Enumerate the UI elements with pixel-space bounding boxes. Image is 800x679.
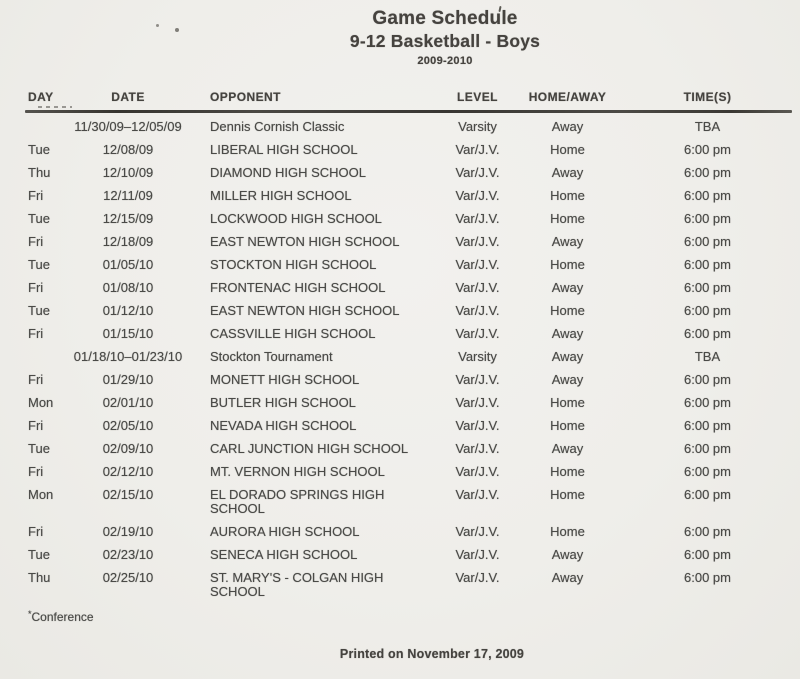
opponent-name: FRONTENAC HIGH SCHOOL — [210, 279, 386, 295]
level-cell: Var/J.V. — [455, 546, 500, 562]
date-cell: 12/10/09 — [102, 164, 154, 180]
opponent-name: AURORA HIGH SCHOOL — [210, 523, 360, 539]
time-cell: 6:00 pm — [684, 371, 731, 387]
day-cell: Mon — [28, 486, 54, 502]
level-cell: Var/J.V. — [455, 164, 500, 180]
printed-date: Printed on November 17, 2009 — [339, 647, 525, 661]
date-cell: 02/01/10 — [102, 394, 154, 410]
opponent-cell — [188, 525, 440, 539]
day-cell: Tue — [28, 302, 50, 318]
table-row — [28, 230, 795, 253]
column-header-home-away: HOME/AWAY — [528, 90, 607, 104]
day-cell: Fri — [28, 325, 44, 341]
time-cell: 6:00 pm — [684, 279, 731, 295]
season-label: 2009-2010 — [417, 55, 473, 67]
table-header-row — [28, 90, 795, 104]
opponent-cell — [188, 189, 440, 203]
home-away-cell: Away — [551, 546, 584, 562]
day-cell: Fri — [28, 417, 44, 433]
level-cell: Var/J.V. — [455, 440, 500, 456]
opponent-name: DIAMOND HIGH SCHOOL — [210, 164, 367, 180]
opponent-cell — [188, 258, 440, 272]
opponent-name: CASSVILLE HIGH SCHOOL — [210, 325, 376, 341]
opponent-cell — [188, 327, 440, 341]
home-away-cell: Home — [550, 210, 585, 226]
opponent-cell — [188, 373, 440, 387]
level-cell: Var/J.V. — [455, 523, 500, 539]
opponent-name: LOCKWOOD HIGH SCHOOL — [210, 210, 382, 226]
table-row — [28, 115, 795, 138]
day-cell: Fri — [28, 371, 44, 387]
time-cell: 6:00 pm — [684, 523, 731, 539]
opponent-cell — [188, 166, 440, 180]
home-away-cell: Home — [550, 394, 585, 410]
footnote-marker: * — [28, 609, 32, 619]
date-cell: 12/15/09 — [102, 210, 154, 226]
day-cell: Mon — [28, 394, 54, 410]
home-away-cell: Away — [551, 279, 584, 295]
footnote — [28, 607, 94, 624]
home-away-cell: Home — [550, 302, 585, 318]
opponent-name: STOCKTON HIGH SCHOOL — [210, 256, 377, 272]
home-away-cell: Home — [550, 256, 585, 272]
level-cell: Var/J.V. — [455, 256, 500, 272]
level-cell: Var/J.V. — [455, 210, 500, 226]
level-cell: Var/J.V. — [455, 325, 500, 341]
time-cell: 6:00 pm — [684, 546, 731, 562]
opponent-cell — [188, 465, 440, 479]
schedule-rows — [0, 115, 800, 603]
time-cell: 6:00 pm — [684, 256, 731, 272]
page-header — [95, 8, 795, 68]
opponent-name: ST. MARY'S - COLGAN HIGH SCHOOL — [210, 569, 384, 599]
opponent-name: EAST NEWTON HIGH SCHOOL — [210, 302, 400, 318]
level-cell: Var/J.V. — [455, 233, 500, 249]
date-cell: 01/15/10 — [102, 325, 154, 341]
time-cell: 6:00 pm — [684, 569, 731, 585]
table-row — [28, 520, 795, 543]
table-row — [28, 566, 795, 603]
opponent-cell — [188, 548, 440, 562]
opponent-name: EAST NEWTON HIGH SCHOOL — [210, 233, 400, 249]
day-cell: Fri — [28, 463, 44, 479]
day-cell: Tue — [28, 141, 50, 157]
day-cell: Tue — [28, 210, 50, 226]
time-cell: 6:00 pm — [684, 210, 731, 226]
opponent-name: MONETT HIGH SCHOOL — [210, 371, 360, 387]
day-cell: Fri — [28, 187, 44, 203]
home-away-cell: Home — [550, 141, 585, 157]
home-away-cell: Away — [551, 233, 584, 249]
page-subtitle: 9-12 Basketball - Boys — [349, 31, 541, 51]
opponent-cell — [188, 350, 440, 364]
header-rule — [25, 110, 792, 113]
level-cell: Var/J.V. — [455, 187, 500, 203]
date-cell: 02/05/10 — [102, 417, 154, 433]
opponent-cell — [188, 571, 440, 599]
time-cell: 6:00 pm — [684, 302, 731, 318]
opponent-name: NEVADA HIGH SCHOOL — [210, 417, 357, 433]
table-row — [28, 391, 795, 414]
page-title: Game Schedule — [372, 8, 518, 29]
time-cell: 6:00 pm — [684, 463, 731, 479]
date-cell: 02/15/10 — [102, 486, 154, 502]
table-row — [28, 414, 795, 437]
level-cell: Var/J.V. — [455, 279, 500, 295]
time-cell: 6:00 pm — [684, 233, 731, 249]
home-away-cell: Home — [550, 523, 585, 539]
home-away-cell: Home — [550, 463, 585, 479]
table-row — [28, 161, 795, 184]
level-cell: Var/J.V. — [455, 486, 500, 502]
date-cell: 02/12/10 — [102, 463, 154, 479]
opponent-name: Stockton Tournament — [210, 348, 333, 364]
level-cell: Var/J.V. — [455, 417, 500, 433]
day-cell: Tue — [28, 546, 50, 562]
footnote-text: Conference — [31, 610, 94, 624]
level-cell: Var/J.V. — [455, 463, 500, 479]
opponent-name: CARL JUNCTION HIGH SCHOOL — [210, 440, 409, 456]
column-header-level: LEVEL — [457, 90, 498, 104]
day-cell: Thu — [28, 569, 51, 585]
date-cell: 02/23/10 — [102, 546, 154, 562]
level-cell: Var/J.V. — [455, 302, 500, 318]
opponent-cell — [188, 281, 440, 295]
opponent-name: EL DORADO SPRINGS HIGH SCHOOL — [210, 486, 385, 516]
level-cell: Var/J.V. — [455, 569, 500, 585]
time-cell: 6:00 pm — [684, 187, 731, 203]
home-away-cell: Away — [551, 164, 584, 180]
column-header-day: DAY — [28, 90, 54, 104]
opponent-cell — [188, 488, 440, 516]
level-cell: Varsity — [458, 348, 497, 364]
level-cell: Varsity — [458, 118, 497, 134]
opponent-name: Dennis Cornish Classic — [210, 118, 345, 134]
table-row — [28, 437, 795, 460]
column-header-time: TIME(S) — [683, 90, 732, 104]
table-row — [28, 345, 795, 368]
date-cell: 01/05/10 — [102, 256, 154, 272]
date-cell: 02/19/10 — [102, 523, 154, 539]
table-row — [28, 460, 795, 483]
home-away-cell: Away — [551, 371, 584, 387]
time-cell: 6:00 pm — [684, 325, 731, 341]
date-cell: 01/29/10 — [102, 371, 154, 387]
opponent-name: MT. VERNON HIGH SCHOOL — [210, 463, 385, 479]
home-away-cell: Away — [551, 569, 584, 585]
home-away-cell: Away — [551, 325, 584, 341]
table-row — [28, 138, 795, 161]
table-row — [28, 368, 795, 391]
date-cell: 02/25/10 — [102, 569, 154, 585]
opponent-cell — [188, 120, 440, 134]
table-row — [28, 543, 795, 566]
table-row — [28, 184, 795, 207]
opponent-name: BUTLER HIGH SCHOOL — [210, 394, 356, 410]
day-cell: Fri — [28, 523, 44, 539]
home-away-cell: Home — [550, 417, 585, 433]
opponent-cell — [188, 304, 440, 318]
day-cell: Fri — [28, 279, 44, 295]
time-cell: 6:00 pm — [684, 486, 731, 502]
day-cell: Fri — [28, 233, 44, 249]
day-cell: Tue — [28, 256, 50, 272]
table-row — [28, 276, 795, 299]
date-cell: 01/18/10–01/23/10 — [73, 348, 183, 364]
time-cell: TBA — [694, 348, 721, 364]
table-row — [28, 299, 795, 322]
level-cell: Var/J.V. — [455, 371, 500, 387]
time-cell: TBA — [694, 118, 721, 134]
home-away-cell: Away — [551, 440, 584, 456]
time-cell: 6:00 pm — [684, 440, 731, 456]
day-cell: Thu — [28, 164, 51, 180]
opponent-name: SENECA HIGH SCHOOL — [210, 546, 358, 562]
opponent-cell — [188, 396, 440, 410]
level-cell: Var/J.V. — [455, 141, 500, 157]
home-away-cell: Home — [550, 486, 585, 502]
time-cell: 6:00 pm — [684, 164, 731, 180]
home-away-cell: Away — [551, 118, 584, 134]
date-cell: 12/18/09 — [102, 233, 154, 249]
time-cell: 6:00 pm — [684, 141, 731, 157]
home-away-cell: Away — [551, 348, 584, 364]
date-cell: 02/09/10 — [102, 440, 154, 456]
table-row — [28, 207, 795, 230]
table-row — [28, 253, 795, 276]
level-cell: Var/J.V. — [455, 394, 500, 410]
date-cell: 11/30/09–12/05/09 — [74, 118, 182, 134]
time-cell: 6:00 pm — [684, 394, 731, 410]
date-cell: 01/12/10 — [102, 302, 154, 318]
date-cell: 12/08/09 — [102, 141, 154, 157]
table-row — [28, 322, 795, 345]
time-cell: 6:00 pm — [684, 417, 731, 433]
opponent-name: MILLER HIGH SCHOOL — [210, 187, 352, 203]
date-cell: 01/08/10 — [102, 279, 154, 295]
opponent-cell — [188, 442, 440, 456]
column-header-opponent: OPPONENT — [210, 90, 281, 104]
date-cell: 12/11/09 — [103, 187, 153, 203]
opponent-cell — [188, 419, 440, 433]
opponent-cell — [188, 212, 440, 226]
opponent-cell — [188, 143, 440, 157]
day-cell: Tue — [28, 440, 50, 456]
opponent-name: LIBERAL HIGH SCHOOL — [210, 141, 358, 157]
column-header-date: DATE — [111, 90, 145, 104]
table-row — [28, 483, 795, 520]
opponent-cell — [188, 235, 440, 249]
home-away-cell: Home — [550, 187, 585, 203]
